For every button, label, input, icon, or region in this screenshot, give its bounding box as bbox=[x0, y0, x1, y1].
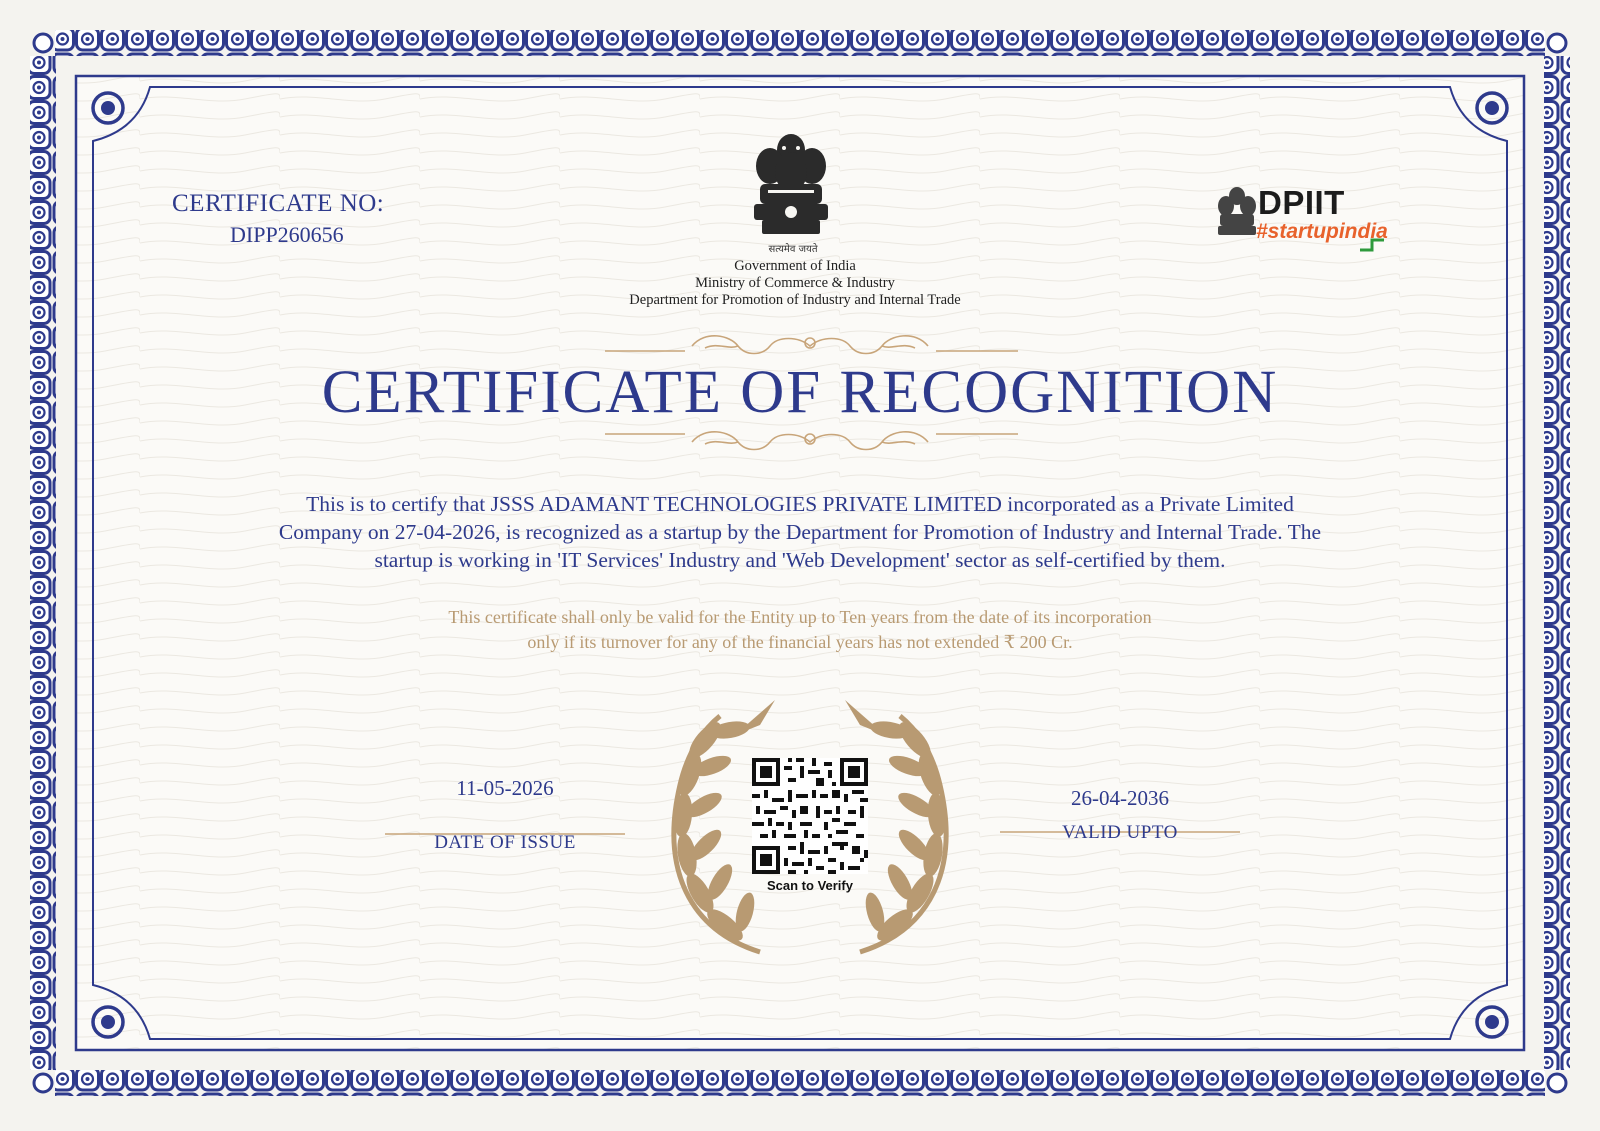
validity-line-1: This certificate shall only be valid for the Entity up to Ten years from the date of its incorporation bbox=[448, 607, 1152, 627]
issuing-authority bbox=[560, 258, 1030, 309]
dpiit-emblem-icon bbox=[1214, 186, 1260, 244]
authority-department: Department for Promotion of Industry and Internal Trade bbox=[629, 292, 961, 308]
issue-date: 11-05-2026 bbox=[456, 776, 554, 800]
startupindia-wordmark: #startupindia bbox=[1256, 220, 1388, 243]
authority-ministry: Ministry of Commerce & Industry bbox=[695, 275, 895, 291]
statement-line-3: startup is working in 'IT Services' Industry and 'Web Development' sector as self-certified by them. bbox=[374, 548, 1226, 572]
national-emblem-icon bbox=[748, 128, 834, 246]
certificate-number-value: DIPP260656 bbox=[230, 222, 344, 247]
dpiit-wordmark: DPIIT bbox=[1258, 184, 1345, 221]
startupindia-arrow-icon bbox=[1358, 232, 1398, 252]
issue-date-label: DATE OF ISSUE bbox=[434, 832, 576, 853]
valid-upto-date: 26-04-2036 bbox=[1071, 786, 1169, 810]
verification-qr-code[interactable] bbox=[752, 758, 868, 874]
authority-government: Government of India bbox=[734, 258, 856, 274]
emblem-motto: सत्यमेव जयते bbox=[768, 244, 818, 255]
validity-note bbox=[250, 605, 1350, 655]
certificate-title: CERTIFICATE OF RECOGNITION bbox=[321, 359, 1279, 426]
statement-line-1: This is to certify that JSSS ADAMANT TECHNOLOGIES PRIVATE LIMITED incorporated as a Private Limited bbox=[306, 492, 1294, 516]
valid-upto-label: VALID UPTO bbox=[1062, 822, 1178, 843]
scan-to-verify-caption: Scan to Verify bbox=[767, 878, 853, 893]
certificate-number-label: CERTIFICATE NO: bbox=[172, 190, 385, 217]
validity-line-2: only if its turnover for any of the financial years has not extended ₹ 200 Cr. bbox=[527, 632, 1073, 652]
statement-line-2: Company on 27-04-2026, is recognized as a startup by the Department for Promotion of Industry and Internal Trade. The bbox=[278, 520, 1322, 544]
certification-statement bbox=[180, 490, 1420, 574]
